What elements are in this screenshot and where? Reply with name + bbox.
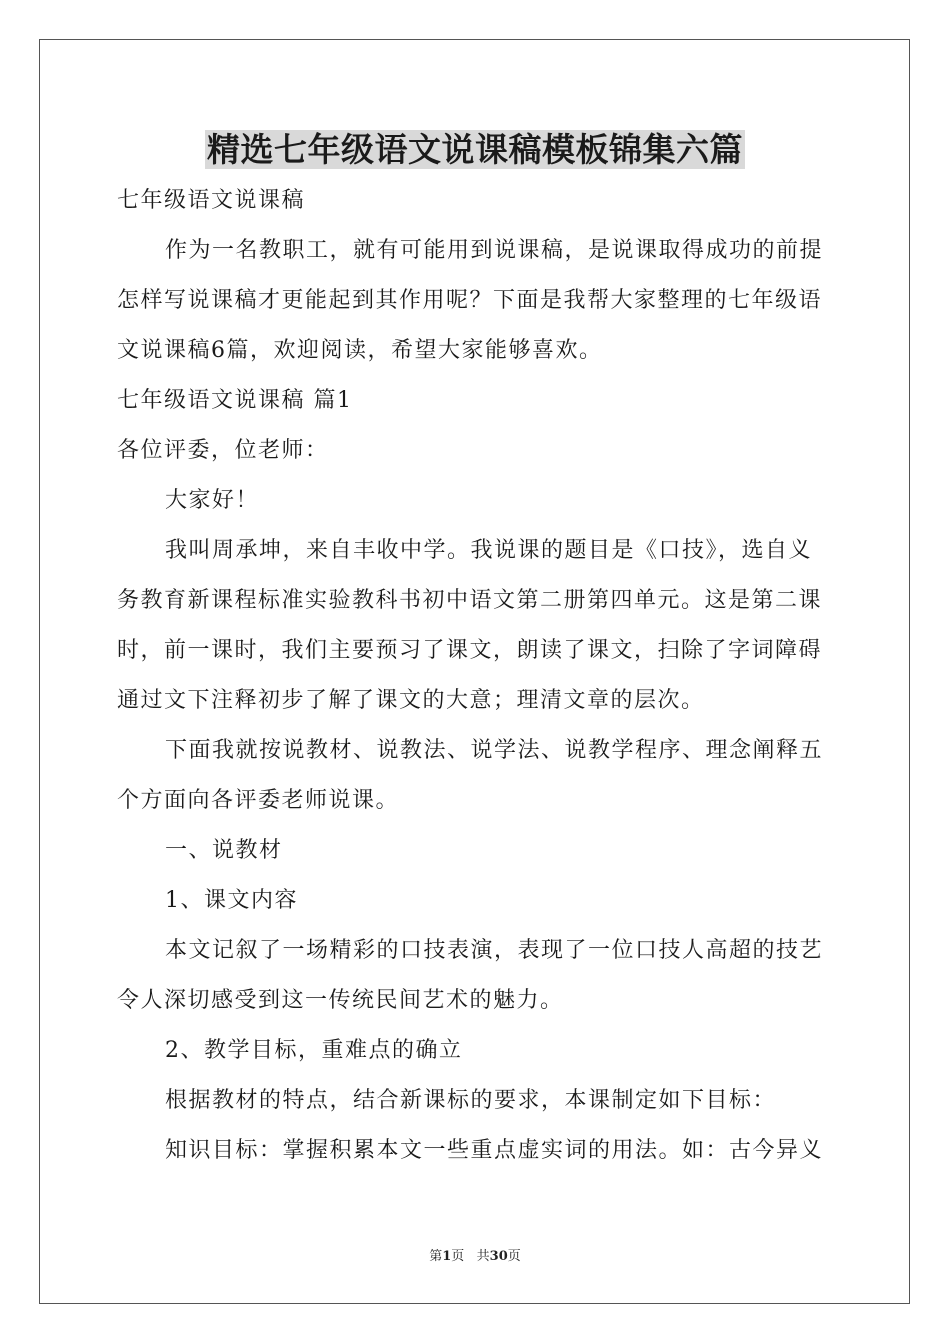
document-body [117, 176, 833, 1176]
text-line: 怎样写说课稿才更能起到其作用呢？下面是我帮大家整理的七年级语 [117, 288, 823, 313]
text-line: 务教育新课程标准实验教科书初中语文第二册第四单元。这是第二课 [117, 588, 823, 613]
text-line: 七年级语文说课稿 [117, 188, 306, 213]
footer-page-prefix: 第 [429, 1249, 443, 1264]
text-line: 文说课稿6篇，欢迎阅读，希望大家能够喜欢。 [117, 338, 603, 363]
document-title [0, 126, 950, 174]
title-text: 精选七年级语文说课稿模板锦集六篇 [207, 130, 743, 169]
text-line: 时，前一课时，我们主要预习了课文，朗读了课文，扫除了字词障碍 [117, 638, 823, 663]
footer-page-total: 30 [489, 1249, 508, 1264]
footer-page-mid: 页 共 [451, 1249, 490, 1264]
text-line: 大家好！ [165, 488, 260, 513]
text-line: 下面我就按说教材、说教法、说学法、说教学程序、理念阐释五 [165, 738, 824, 763]
text-line: 通过文下注释初步了解了课文的大意；理清文章的层次。 [117, 688, 705, 713]
text-line: 2、教学目标，重难点的确立 [165, 1038, 463, 1063]
footer-page-current: 1 [442, 1249, 452, 1264]
text-line: 我叫周承坤，来自丰收中学。我说课的题目是《口技》，选自义 [165, 538, 813, 563]
text-line: 1、课文内容 [165, 888, 298, 913]
text-line: 本文记叙了一场精彩的口技表演，表现了一位口技人高超的技艺 [165, 938, 824, 963]
text-line: 一、说教材 [165, 838, 283, 863]
text-line: 令人深切感受到这一传统民间艺术的魅力。 [117, 988, 564, 1013]
footer-page-suffix: 页 [507, 1249, 521, 1264]
page-footer [0, 1245, 950, 1264]
text-line: 知识目标：掌握积累本文一些重点虚实词的用法。如：古今异义 [165, 1138, 824, 1163]
text-line: 根据教材的特点，结合新课标的要求，本课制定如下目标： [165, 1088, 777, 1113]
text-line: 七年级语文说课稿 篇1 [117, 388, 353, 413]
text-line: 各位评委，位老师： [117, 438, 329, 463]
text-line: 作为一名教职工，就有可能用到说课稿，是说课取得成功的前提 [165, 238, 824, 263]
text-line: 个方面向各评委老师说课。 [117, 788, 400, 813]
